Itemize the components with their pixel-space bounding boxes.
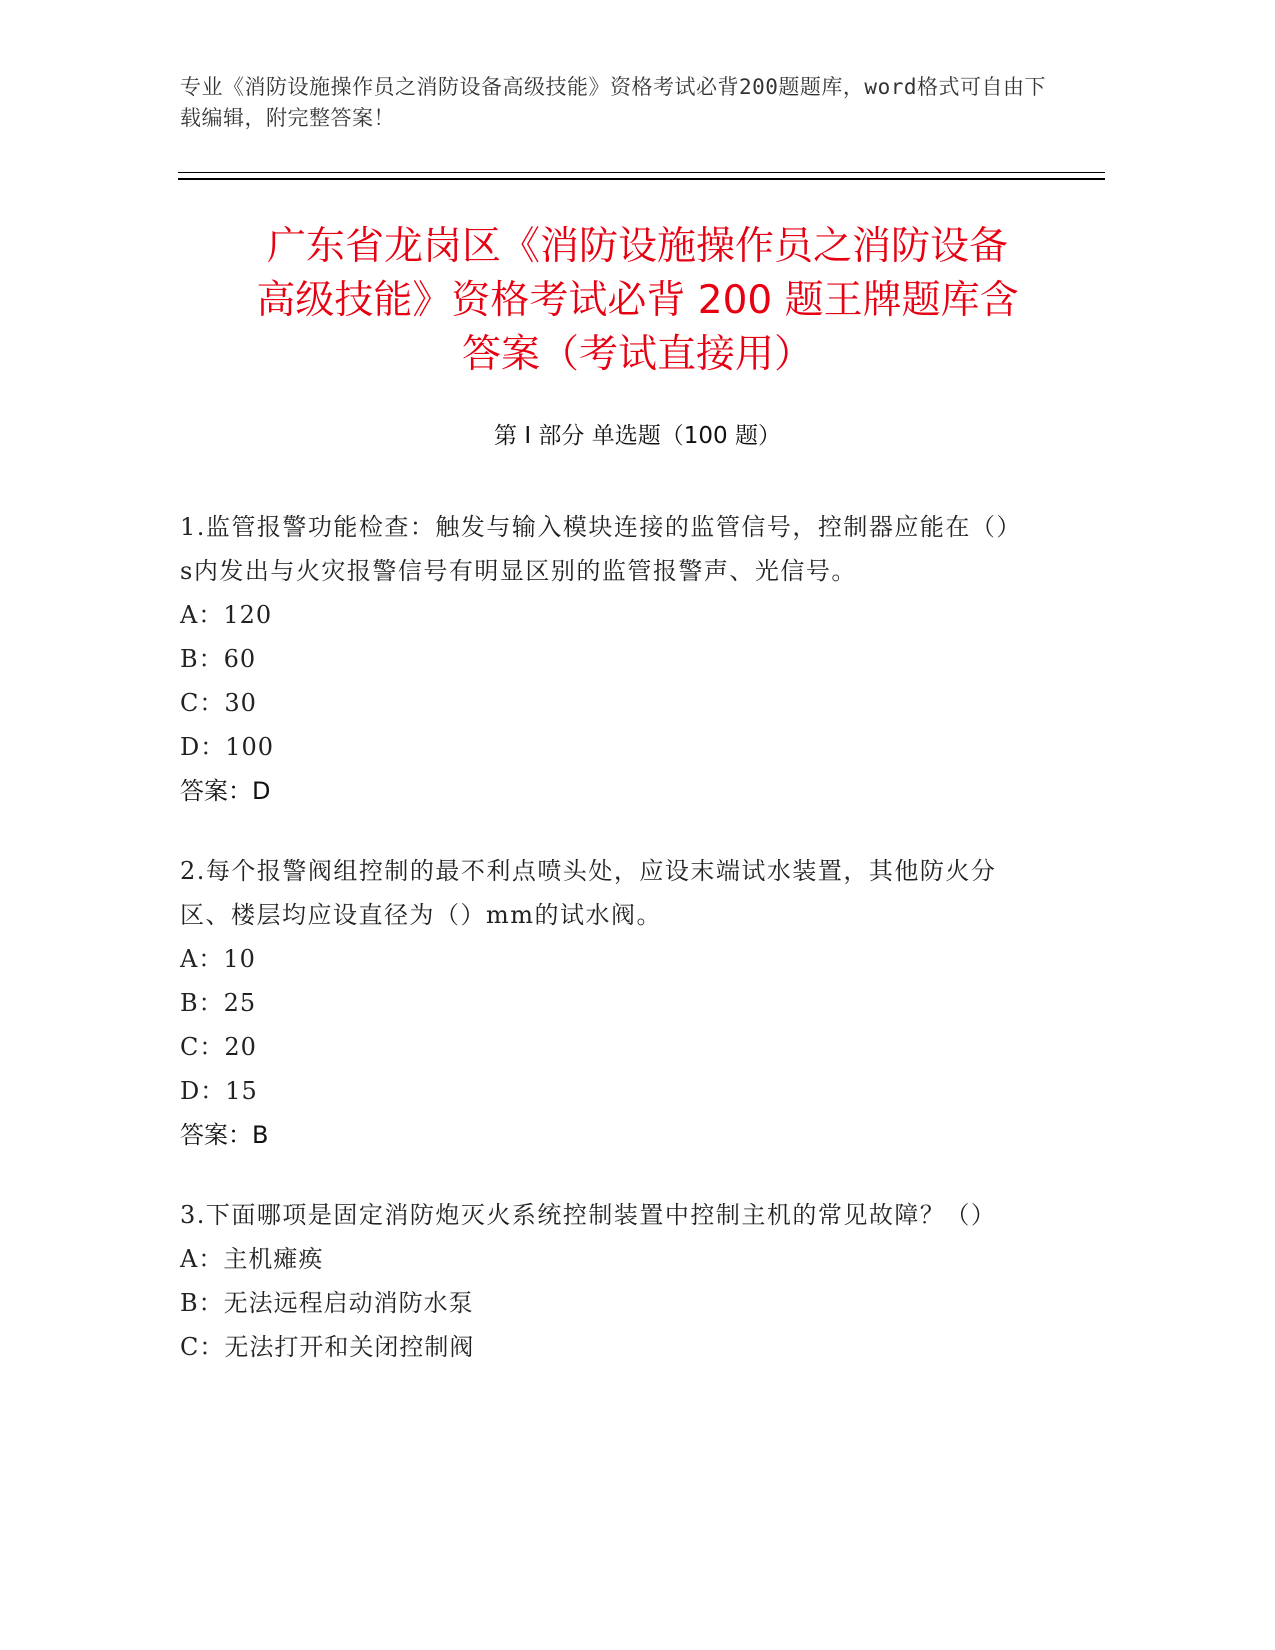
option-b: B：25 — [180, 989, 257, 1017]
option-b: B：无法远程启动消防水泵 — [180, 1289, 474, 1317]
section-heading: 第 I 部分 单选题（100 题） — [494, 423, 781, 449]
header-rule-thick — [178, 178, 1105, 180]
question-stem: 2.每个报警阀组控制的最不利点喷头处，应设末端试水装置，其他防火分区、楼层均应设直径为（）mm的试水阀。 — [180, 857, 997, 929]
option-a: A：10 — [180, 945, 256, 973]
header-note: 专业《消防设施操作员之消防设备高级技能》资格考试必背200题题库，word格式可自由下载编辑，附完整答案！ — [180, 75, 1046, 130]
option-c: C：20 — [180, 1033, 257, 1061]
question-list — [180, 505, 1020, 1405]
document-title-line-2: 高级技能》资格考试必背 200 题王牌题库含 — [256, 278, 1019, 323]
document-title-line-1: 广东省龙岗区《消防设施操作员之消防设备 — [266, 224, 1008, 269]
question-2 — [180, 849, 1020, 1157]
question-stem: 3.下面哪项是固定消防炮灭火系统控制装置中控制主机的常见故障？（） — [180, 1201, 997, 1229]
question-1 — [180, 505, 1020, 813]
answer-label: 答案：D — [180, 777, 271, 805]
option-d: D：15 — [180, 1077, 258, 1105]
option-c: C：无法打开和关闭控制阀 — [180, 1333, 475, 1361]
document-title-line-3: 答案（考试直接用） — [461, 332, 813, 377]
option-b: B：60 — [180, 645, 257, 673]
option-a: A：主机瘫痪 — [180, 1245, 324, 1273]
option-a: A：120 — [180, 601, 273, 629]
option-c: C：30 — [180, 689, 257, 717]
header-rule-thin — [178, 172, 1105, 173]
question-stem: 1.监管报警功能检查：触发与输入模块连接的监管信号，控制器应能在（）s内发出与火灾报警信号有明显区别的监管报警声、光信号。 — [180, 513, 1010, 585]
answer-label: 答案：B — [180, 1121, 269, 1149]
document-title — [150, 220, 1125, 382]
option-d: D：100 — [180, 733, 275, 761]
question-3 — [180, 1193, 1020, 1369]
